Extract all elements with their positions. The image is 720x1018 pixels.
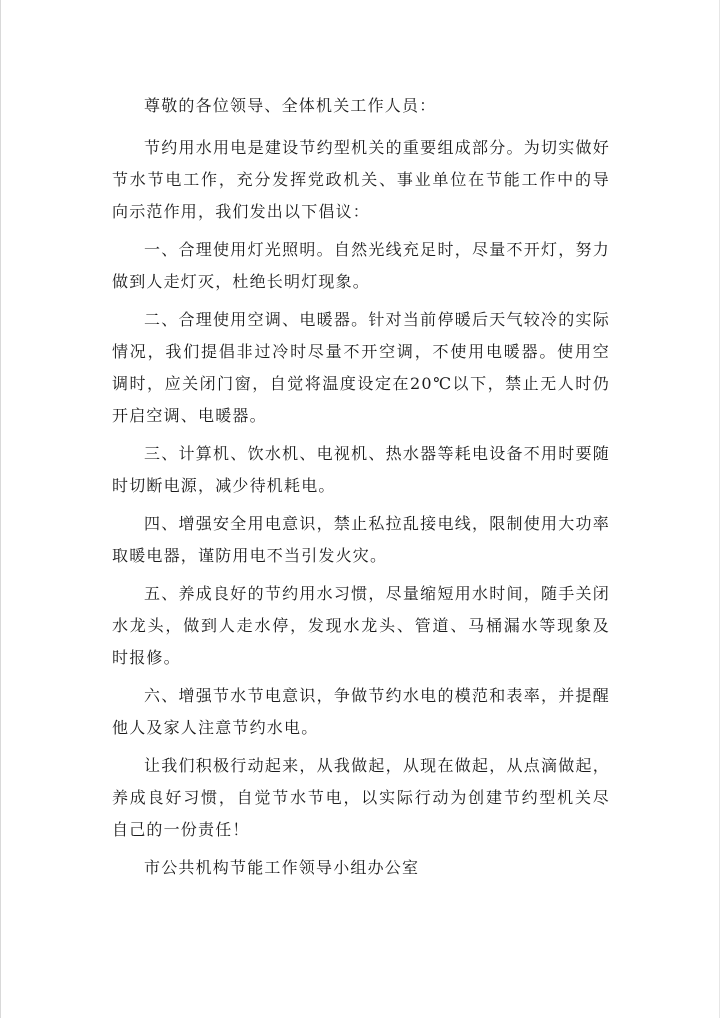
closing-paragraph: 让我们积极行动起来，从我做起，从现在做起，从点滴做起，养成良好习惯，自觉节水节电，以实际行动为创建节约型机关尽自己的一份责任！ (112, 756, 610, 839)
proposal-item-5: 五、养成良好的节约用水习惯，尽量缩短用水时间，随手关闭水龙头，做到人走水停，发现水龙头、管道、马桶漏水等现象及时报修。 (112, 584, 610, 667)
proposal-item-2: 二、合理使用空调、电暖器。针对当前停暖后天气较冷的实际情况，我们提倡非过冷时尽量不开空调，不使用电暖器。使用空调时，应关闭门窗，自觉将温度设定在20℃以下，禁止无人时仍开启空调、电暖器。 (112, 310, 610, 425)
signature: 市公共机构节能工作领导小组办公室 (144, 858, 420, 877)
proposal-item-1: 一、合理使用灯光照明。自然光线充足时，尽量不开灯，努力做到人走灯灭，杜绝长明灯现象。 (112, 240, 610, 291)
salutation: 尊敬的各位领导、全体机关工作人员： (144, 96, 437, 115)
proposal-item-4: 四、增强安全用电意识，禁止私拉乱接电线，限制使用大功率取暖电器，谨防用电不当引发火灾。 (112, 514, 610, 565)
proposal-item-6: 六、增强节水节电意识，争做节约水电的模范和表率，并提醒他人及家人注意节约水电。 (112, 686, 610, 737)
intro-paragraph: 节约用水用电是建设节约型机关的重要组成部分。为切实做好节水节电工作，充分发挥党政机关、事业单位在节能工作中的导向示范作用，我们发出以下倡议： (112, 138, 610, 221)
proposal-item-3: 三、计算机、饮水机、电视机、热水器等耗电设备不用时要随时切断电源，减少待机耗电。 (112, 444, 610, 495)
document-body (112, 90, 610, 890)
